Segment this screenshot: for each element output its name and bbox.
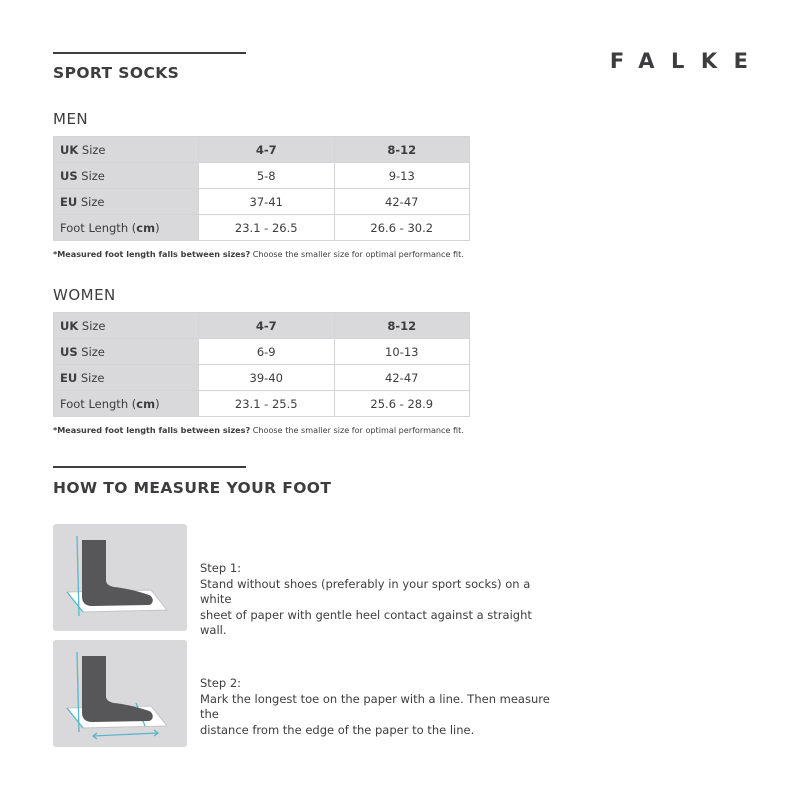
row-label: EU Size	[54, 365, 199, 391]
table-cell: 8-12	[334, 137, 470, 163]
sport-socks-title: SPORT SOCKS	[53, 64, 180, 82]
men-size-table	[53, 136, 470, 241]
table-cell: 26.6 - 30.2	[334, 215, 470, 241]
sock-foot-measure-icon	[53, 640, 187, 747]
step-2-label: Step 2:	[200, 676, 242, 690]
table-row	[54, 215, 470, 241]
table-cell: 4-7	[199, 313, 335, 339]
table-row	[54, 365, 470, 391]
table-cell: 39-40	[199, 365, 335, 391]
measure-rule	[53, 466, 246, 468]
women-size-table	[53, 312, 470, 417]
step-1-line-2: sheet of paper with gentle heel contact against a straight wall.	[200, 607, 532, 637]
falke-logo: FALKE	[609, 49, 765, 73]
header-rule	[53, 52, 246, 54]
table-cell: 9-13	[334, 163, 470, 189]
row-label: Foot Length (cm)	[54, 391, 199, 417]
row-label: UK Size	[54, 313, 199, 339]
table-row	[54, 189, 470, 215]
table-cell: 42-47	[334, 189, 470, 215]
table-row	[54, 391, 470, 417]
row-label: EU Size	[54, 189, 199, 215]
table-cell: 6-9	[199, 339, 335, 365]
table-cell: 25.6 - 28.9	[334, 391, 470, 417]
row-label: US Size	[54, 163, 199, 189]
women-title: WOMEN	[53, 286, 116, 304]
row-label: UK Size	[54, 137, 199, 163]
table-cell: 5-8	[199, 163, 335, 189]
step-2-text	[200, 676, 560, 738]
table-cell: 42-47	[334, 365, 470, 391]
step-1-illustration	[53, 524, 187, 631]
table-row	[54, 313, 470, 339]
step-2-line-1: Mark the longest toe on the paper with a line. Then measure the	[200, 691, 550, 721]
table-cell: 10-13	[334, 339, 470, 365]
table-cell: 23.1 - 26.5	[199, 215, 335, 241]
step-2-line-2: distance from the edge of the paper to the line.	[200, 722, 475, 737]
step-2-illustration	[53, 640, 187, 747]
step-1-line-1: Stand without shoes (preferably in your sport socks) on a white	[200, 576, 531, 606]
step-1-text	[200, 561, 560, 639]
table-row	[54, 137, 470, 163]
row-label: US Size	[54, 339, 199, 365]
table-cell: 8-12	[334, 313, 470, 339]
measure-title: HOW TO MEASURE YOUR FOOT	[53, 479, 332, 497]
table-row	[54, 163, 470, 189]
women-fit-note: *Measured foot length falls between sizes? Choose the smaller size for optimal performance fit.	[53, 425, 464, 435]
step-1-label: Step 1:	[200, 561, 242, 575]
table-cell: 23.1 - 25.5	[199, 391, 335, 417]
table-cell: 37-41	[199, 189, 335, 215]
table-row	[54, 339, 470, 365]
row-label: Foot Length (cm)	[54, 215, 199, 241]
table-cell: 4-7	[199, 137, 335, 163]
sock-foot-on-paper-icon	[53, 524, 187, 631]
men-fit-note: *Measured foot length falls between sizes? Choose the smaller size for optimal performance fit.	[53, 249, 464, 259]
men-title: MEN	[53, 110, 89, 128]
